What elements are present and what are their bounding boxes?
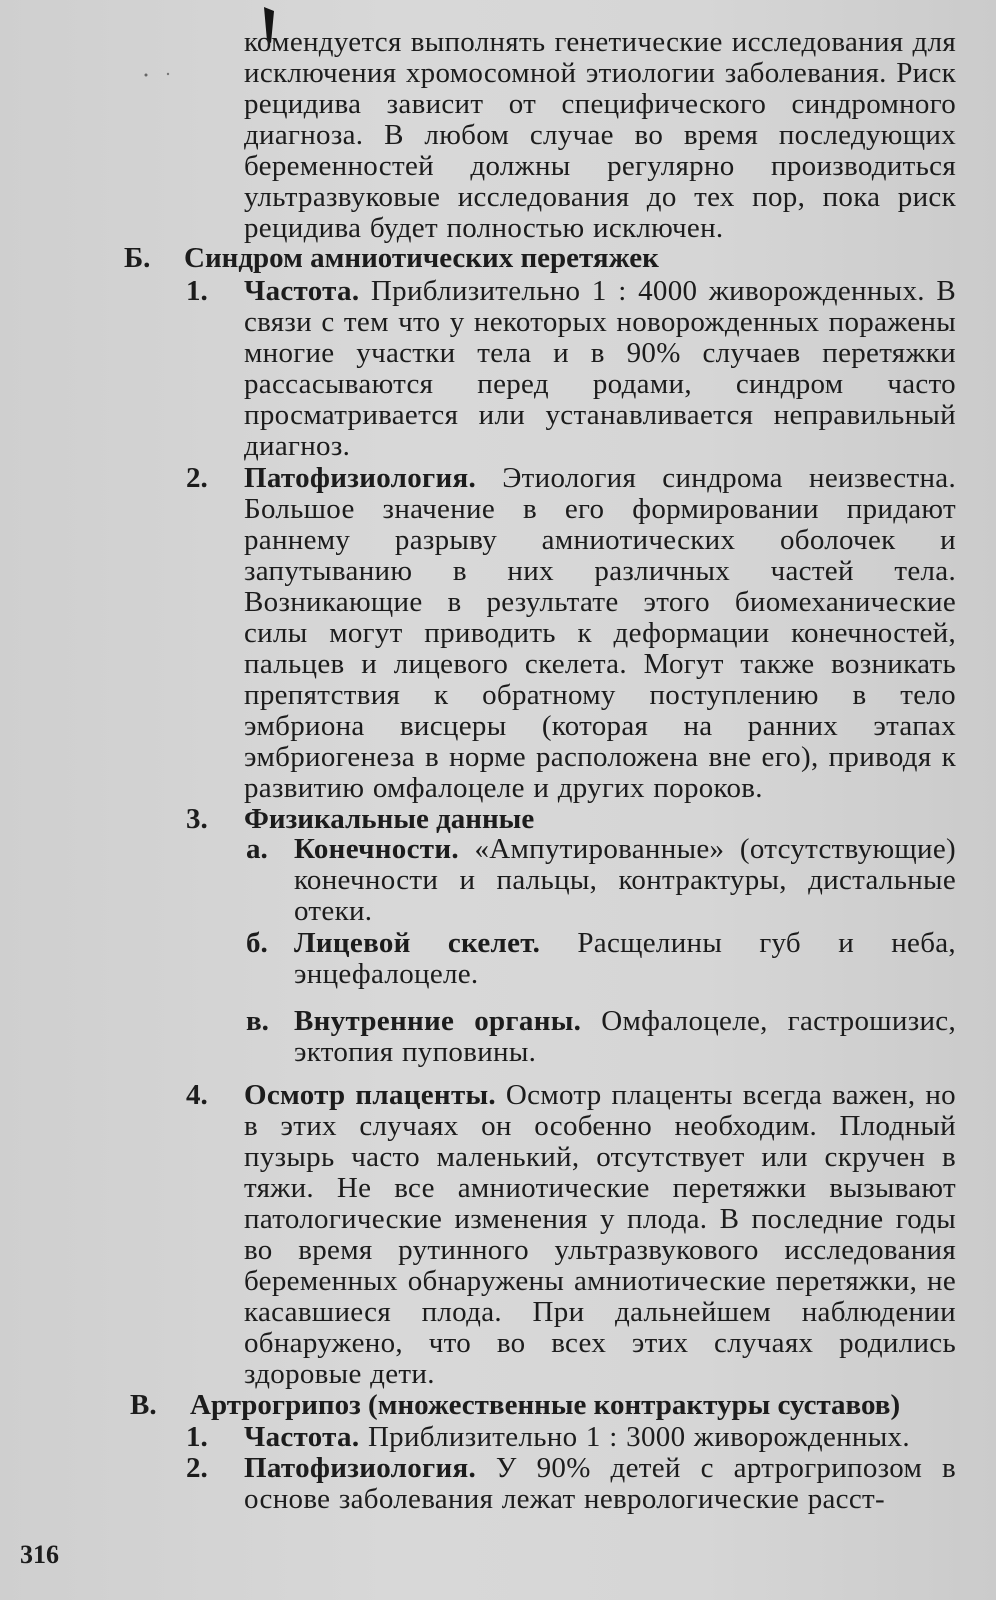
section-b-item-3-title: Физикальные данные [244,803,535,835]
section-b-item-1 [244,276,956,462]
subitem-lead: Конечности. [294,833,459,865]
section-b-item-4 [244,1080,956,1390]
section-v-item-1-number: 1. [186,1421,208,1453]
item-text: Приблизительно 1 : 3000 живорожденных. [359,1421,910,1453]
subitem-lead: Внутренние органы. [294,1005,582,1037]
item-lead: Патофизиология. [244,462,477,494]
subitem-lead: Лицевой скелет. [294,927,541,959]
subitem-text: Расщелины губ и неба, энцефалоцеле. [294,927,956,990]
item-text: Осмотр плаценты всегда важен, но в этих случаях он особенно необходим. Плодный пузырь часто маленький, отсутствует или скручен в тяжи. Не все амниотические перетяжки вызывают патологические изменения у плода. В последние годы во время рутинного ультразвукового исследования беременных обнаружены амниотические перетяжки, не касавшиеся плода. При дальнейшем наблюдении обнаружено, что во всех этих случаях родились здоровые дети. [244,1079,956,1390]
section-b-item-3-number: 3. [186,803,208,835]
subitem-v-letter: в. [246,1005,269,1037]
item-lead: Осмотр плаценты. [244,1079,496,1111]
subitem-b-letter: б. [246,927,268,959]
section-v-item-2-number: 2. [186,1452,208,1484]
subitem-v [294,1006,956,1068]
section-b-item-2-number: 2. [186,462,208,494]
item-text: У 90% детей с артрогрипозом в основе заболевания лежат неврологические расст- [244,1452,956,1515]
intro-paragraph [244,27,956,244]
section-b-marker: Б. [124,242,151,274]
section-b-title: Синдром амниотических перетяжек [184,242,659,274]
subitem-text: Омфалоцеле, гастрошизис, эктопия пуповины. [294,1005,956,1068]
subitem-b [294,928,956,990]
item-text: Этиология синдрома неизвестна. Большое значение в его формировании придают раннему разрыву амниотических оболочек и запутыванию в них различных частей тела. Возникающие в результате этого биомеханические силы могут приводить к деформации конечностей, пальцев и лицевого скелета. Могут также возникать препятствия к обратному поступлению в тело эмбриона висцеры (которая на ранних этапах эмбриогенеза в норме расположена вне его), приводя к развитию омфалоцеле и других пороков. [244,462,956,804]
section-v-item-1 [244,1422,956,1453]
item-text: Приблизительно 1 : 4000 живорожденных. В связи с тем что у некоторых новорожденных поражены многие участки тела и в 90% случаев перетяжки рассасываются перед родами, синдром часто просматривается или устанавливается неправильный диагноз. [244,275,956,462]
item-lead: Частота. [244,275,360,307]
section-v-item-2 [244,1453,956,1515]
item-lead: Патофизиология. [244,1452,477,1484]
subitem-a [294,834,956,927]
dust-speck-icon [140,70,180,80]
intro-text: комендуется выполнять генетические исследования для исключения хромосомной этиологии заболевания. Риск рецидива зависит от специфического синдромного диагноза. В любом случае во время последующих беременностей должны регулярно производиться ультразвуковые исследования до тех пор, пока риск рецидива будет полностью исключен. [244,26,956,244]
section-b-item-1-number: 1. [186,275,208,307]
subitem-text: «Ампутированные» (отсутствующие) конечности и пальцы, контрактуры, дистальные отеки. [294,833,956,927]
page-number: 316 [20,1540,59,1569]
item-lead: Частота. [244,1421,360,1453]
subitem-a-letter: а. [246,833,268,865]
section-b-item-4-number: 4. [186,1079,208,1111]
section-b-item-2 [244,463,956,804]
section-v-title: Артрогрипоз (множественные контрактуры суставов) [190,1389,901,1421]
section-v-marker: В. [130,1389,157,1421]
